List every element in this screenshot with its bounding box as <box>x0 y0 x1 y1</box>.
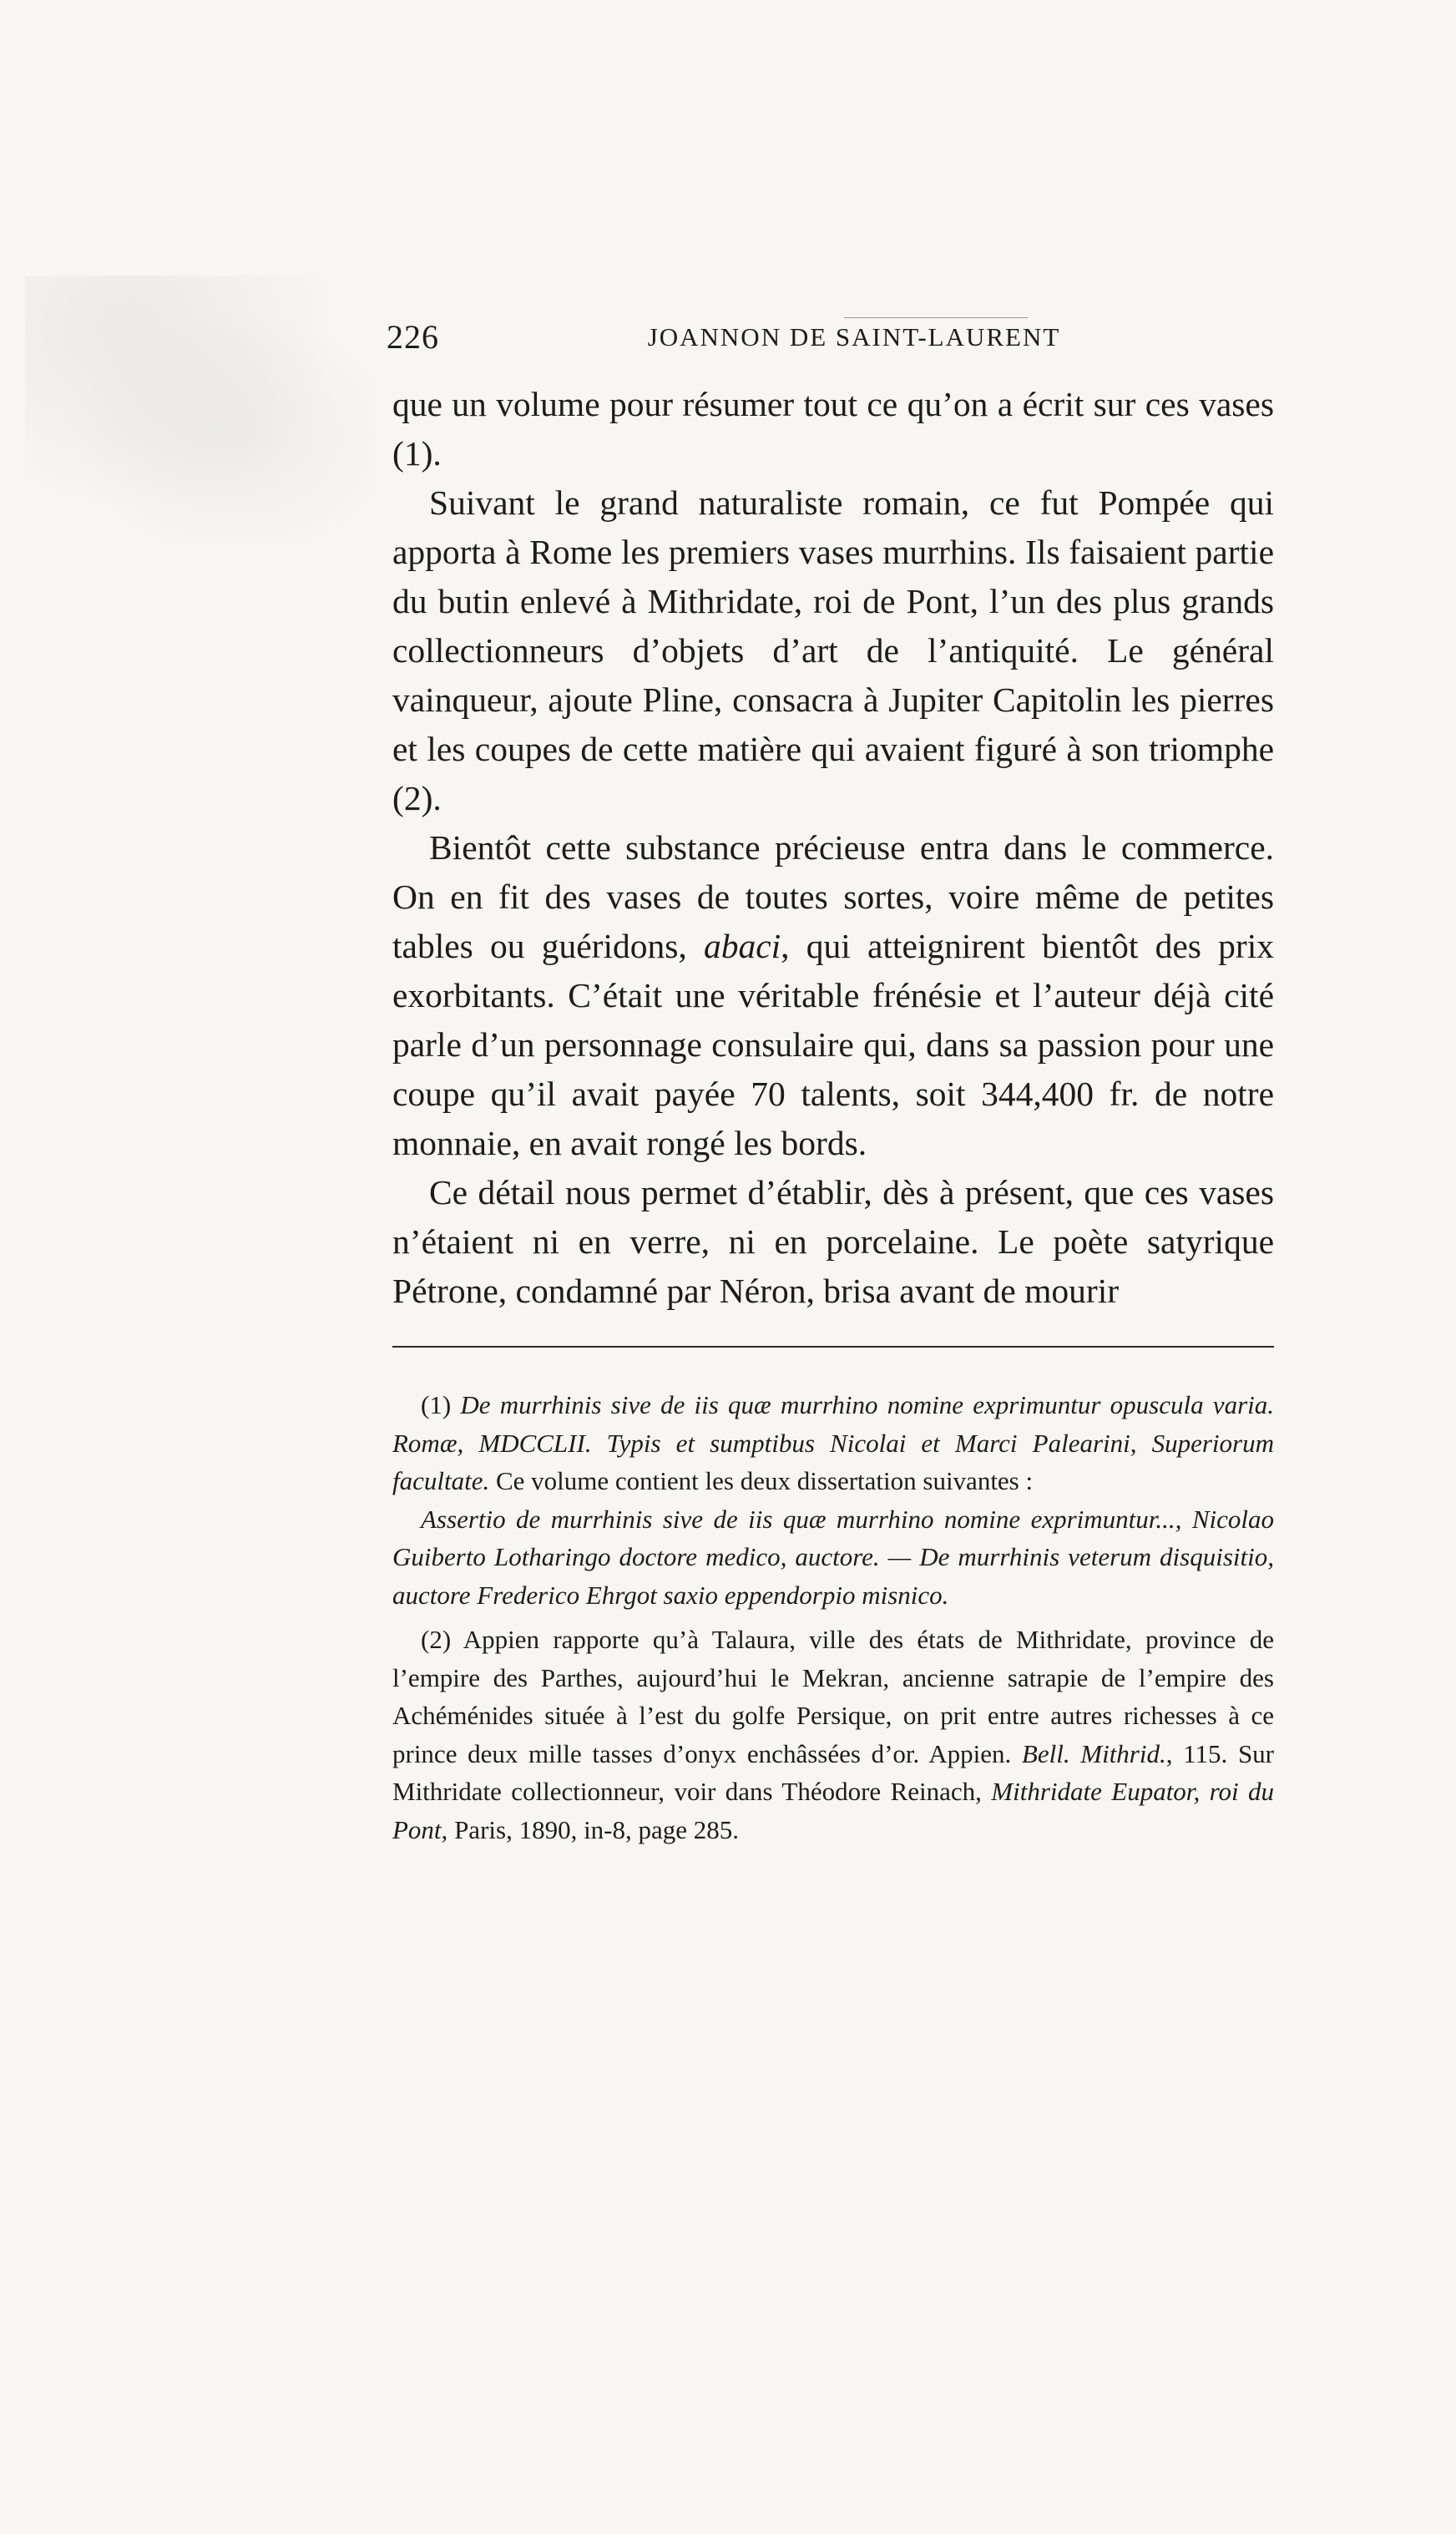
paragraph-3 <box>392 823 1274 1168</box>
footnote-2-marker: (2) <box>421 1625 452 1654</box>
footnote-2-text-a: Appien rapporte qu’à Talaura, ville des états de Mithridate, province de l’empire des Parthes, aujourd’hui le Mekran, ancienne satrapie de l’empire des Achéménides située à l’est du golfe Persique, on prit entre autres richesses à ce prince deux mille tasses d’onyx enchâssées d’or. Appien. <box>392 1625 1274 1768</box>
main-text <box>392 380 1274 1316</box>
latin-term: abaci <box>703 927 781 965</box>
page-header <box>387 317 1255 376</box>
footnote-1-works <box>392 1500 1274 1615</box>
paragraph-2: Suivant le grand naturaliste romain, ce fut Pompée qui apporta à Rome les premiers vases murrhins. Ils faisaient partie du butin enlevé à Mithridate, roi de Pont, l’un des plus grands collectionneurs d’objets d’art de l’antiquité. Le général vainqueur, ajoute Pline, consacra à Jupiter Capitolin les pierres et les coupes de cette matière qui avaient figuré à son triomphe (2). <box>392 483 1274 817</box>
running-title: JOANNON DE SAINT-LAURENT <box>647 322 1061 352</box>
paragraph-4: Ce détail nous permet d’établir, dès à présent, que ces vases n’étaient ni en verre, ni en porcelaine. Le poète satyrique Pétrone, condamné par Néron, brisa avant de mourir <box>392 1173 1274 1310</box>
footnote-2-citation: Bell. Mithrid. <box>1021 1738 1166 1768</box>
page-number: 226 <box>387 318 439 356</box>
footnote-2-text-b: , 115. Sur Mithridate collectionneur, voir dans Théodore Reinach, <box>392 1738 1275 1806</box>
footnote-separator <box>392 1346 1274 1348</box>
footnote-1-works-text: Assertio de murrhinis sive de iis quæ murrhino nomine exprimuntur..., Nicolao Guiberto Lotharingo doctore medico, auctore. — De murrhinis veterum disquisitio, auctore Frederico Ehrgot saxio eppendorpio misnico. <box>392 1504 1274 1610</box>
footnotes <box>392 1386 1274 1849</box>
header-rule <box>844 317 1028 318</box>
footnote-2-book-title: Mithridate Eupator, roi du Pont, <box>392 1777 1274 1844</box>
footnote-2-text-c: Paris, 1890, in-8, page 285. <box>447 1814 740 1844</box>
footnote-2 <box>392 1621 1274 1849</box>
footnote-1-title: De murrhinis sive de iis quæ murrhino nomine exprimuntur opuscula varia. Romæ, MDCCLII. Typis et sumptibus Nicolai et Marci Palearini, Superiorum facultate. <box>392 1390 1274 1495</box>
footnote-1-marker: (1) <box>421 1390 452 1419</box>
margin-smudge <box>25 276 376 543</box>
footnote-1 <box>392 1386 1274 1500</box>
footnote-1-text: Ce volume contient les deux dissertation suivantes : <box>489 1466 1034 1495</box>
paragraph-3-text: Bientôt cette substance précieuse entra dans le commerce. On en fit des vases de toutes sortes, voire même de petites tables ou guéridons, abaci, qui atteignirent bientôt des prix exorbitants. C’était une véritable frénésie et l’auteur déjà cité parle d’un personnage consulaire qui, dans sa passion pour une coupe qu’il avait payée 70 talents, soit 344,400 fr. de notre monnaie, en avait rongé les bords. <box>392 828 1274 1162</box>
paragraph-1: que un volume pour résumer tout ce qu’on a écrit sur ces vases (1). <box>392 385 1274 473</box>
